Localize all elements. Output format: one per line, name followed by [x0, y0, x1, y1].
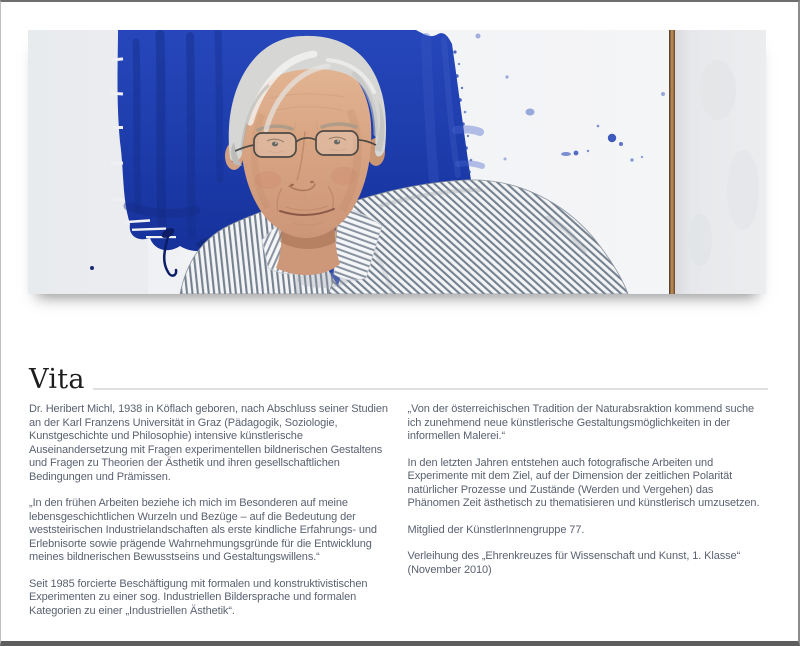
- canvas-frame-edge: [669, 30, 675, 294]
- heading-rule: [93, 388, 768, 390]
- artist-photo: [28, 30, 766, 294]
- vita-paragraph: Seit 1985 forcierte Beschäftigung mit formalen und konstruktivistischen Experimenten zu einer sog. Industriellen Bildersprache und formalen Kategorien zu einer „Industriellen Ästhetik“.: [29, 577, 368, 617]
- wall: [675, 30, 766, 294]
- vita-right-column: [408, 403, 769, 631]
- vita-header: [29, 366, 768, 394]
- vita-paragraph: Dr. Heribert Michl, 1938 in Köflach geboren, nach Abschluss seiner Studien an der Karl Franzens Universität in Graz (Pädagogik, Soziologie, Kunstgeschichte und Philosophie) intensive künstlerische Auseinandersetzung mit Fragen experimentellen bildnerischen Gestaltens und Fragen zu Theorien der Ästhetik und ihren gesellschaftlichen Bedingungen und Prämissen.: [29, 403, 388, 483]
- vita-paragraph: „In den frühen Arbeiten beziehe ich mich im Besonderen auf meine lebensgeschichtlichen Wurzeln und Bezüge – auf die Bedeutung der weststeirischen Industrielandschaften als erste kindliche Erfahrungs- und Erlebnisorte sowie prägende Wahrnehmungsgründe für die Entwicklung meines bildnerischen Bewusstseins und Gestaltungswillens.“: [29, 497, 377, 563]
- vita-text: [29, 403, 768, 631]
- vita-paragraph: Mitglied der KünstlerInnengruppe 77.: [407, 523, 585, 536]
- page-title: Vita: [29, 364, 85, 395]
- vita-paragraph: „Von der österreichischen Tradition der Naturabsraktion kommend suche ich zunehmend neue künstlerische Gestaltungsmöglichkeiten in der informellen Malerei.“: [407, 403, 755, 442]
- artist-photo-illustration: [28, 30, 766, 294]
- vita-paragraph: In den letzten Jahren entstehen auch fotografische Arbeiten und Experimente mit dem Ziel, auf der Dimension der zeitlichen Polarität natürlicher Prozesse und Zustände (Werden und Vergehen) das Phänomen Zeit ästhetisch zu thematisieren und künstlerisch umzusetzen.: [407, 456, 760, 509]
- vita-paragraph: Verleihung des „Ehrenkreuzes für Wissenschaft und Kunst, 1. Klasse“ (November 2010): [407, 550, 741, 576]
- vita-left-column: [29, 403, 390, 631]
